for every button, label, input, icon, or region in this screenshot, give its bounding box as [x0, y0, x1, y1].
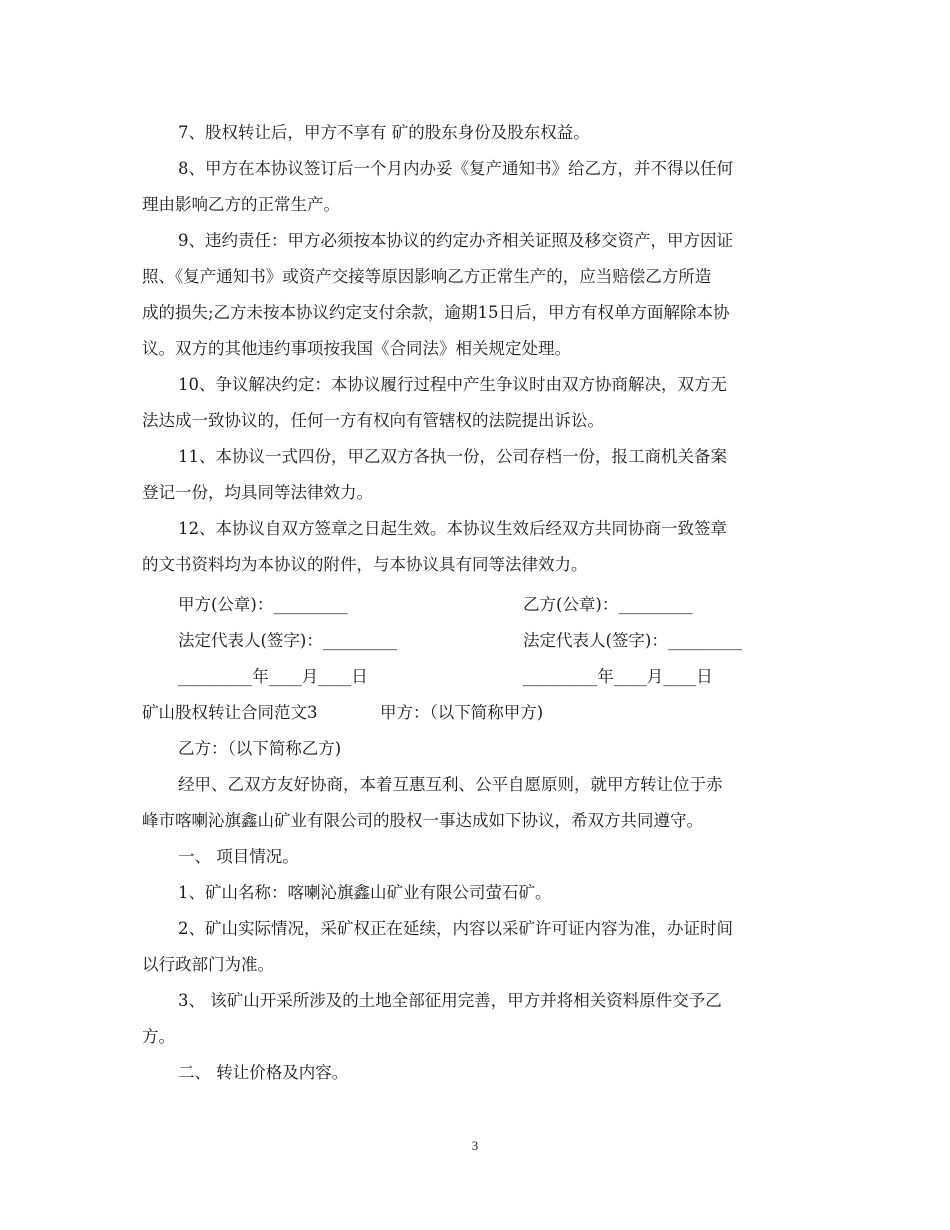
paragraph-8-line-1: 8、甲方在本协议签订后一个月内办妥《复产通知书》给乙方，并不得以任何	[178, 159, 733, 178]
paragraph-9-line-2: 照、《复产通知书》或资产交接等原因影响乙方正常生产的，应当赔偿乙方所造	[142, 267, 712, 286]
party-a-date: _________年____月____日	[178, 667, 368, 686]
paragraph-12-line-1: 12、本协议自双方签章之日起生效。本协议生效后经双方共同协商一致签章	[178, 519, 727, 538]
paragraph-11-line-2: 登记一份，均具同等法律效力。	[142, 483, 373, 502]
contract-3-heading: 矿山股权转让合同范文3	[142, 703, 318, 722]
party-b-date: _________年____月____日	[523, 667, 713, 686]
party-b-seal: 乙方(公章)：_________	[523, 595, 693, 614]
section-1-heading: 一、 项目情况。	[178, 847, 299, 866]
item-3-line-2: 方。	[142, 1027, 175, 1046]
contract-3-intro-line-2: 峰市喀喇沁旗鑫山矿业有限公司的股权一事达成如下协议，希双方共同遵守。	[142, 811, 703, 830]
contract-3-intro-line-1: 经甲、乙双方友好协商，本着互惠互利、公平自愿原则，就甲方转让位于赤	[178, 775, 723, 794]
item-1: 1、矿山名称：喀喇沁旗鑫山矿业有限公司萤石矿。	[178, 883, 552, 902]
page-number: 3	[471, 1138, 479, 1153]
contract-3-party-b: 乙方：（以下简称乙方)	[178, 739, 342, 758]
paragraph-9-line-3: 成的损失;乙方未按本协议约定支付余款，逾期15日后，甲方有权单方面解除本协	[142, 303, 730, 322]
paragraph-9-line-4: 议。双方的其他违约事项按我国《合同法》相关规定处理。	[142, 339, 571, 358]
party-a-representative: 法定代表人(签字)：_________	[178, 631, 398, 650]
section-2-heading: 二、 转让价格及内容。	[178, 1063, 349, 1082]
contract-3-party-a: 甲方：（以下简称甲方)	[380, 703, 544, 722]
item-3-line-1: 3、 该矿山开采所涉及的土地全部征用完善，甲方并将相关资料原件交予乙	[178, 991, 722, 1010]
paragraph-12-line-2: 的文书资料均为本协议的附件，与本协议具有同等法律效力。	[142, 555, 588, 574]
paragraph-10-line-2: 法达成一致协议的，任何一方有权向有管辖权的法院提出诉讼。	[142, 411, 604, 430]
item-2-line-1: 2、矿山实际情况，采矿权正在延续，内容以采矿许可证内容为准，办证时间	[178, 919, 733, 938]
paragraph-9-line-1: 9、违约责任：甲方必须按本协议的约定办齐相关证照及移交资产，甲方因证	[178, 231, 733, 250]
item-2-line-2: 以行政部门为准。	[142, 955, 274, 974]
paragraph-7: 7、股权转让后，甲方不享有 矿的股东身份及股东权益。	[178, 123, 590, 142]
paragraph-11-line-1: 11、本协议一式四份，甲乙双方各执一份，公司存档一份，报工商机关备案	[178, 447, 727, 466]
paragraph-10-line-1: 10、争议解决约定：本协议履行过程中产生争议时由双方协商解决，双方无	[178, 375, 727, 394]
paragraph-8-line-2: 理由影响乙方的正常生产。	[142, 195, 340, 214]
party-b-representative: 法定代表人(签字)：_________	[523, 631, 743, 650]
party-a-seal: 甲方(公章)：_________	[178, 595, 348, 614]
